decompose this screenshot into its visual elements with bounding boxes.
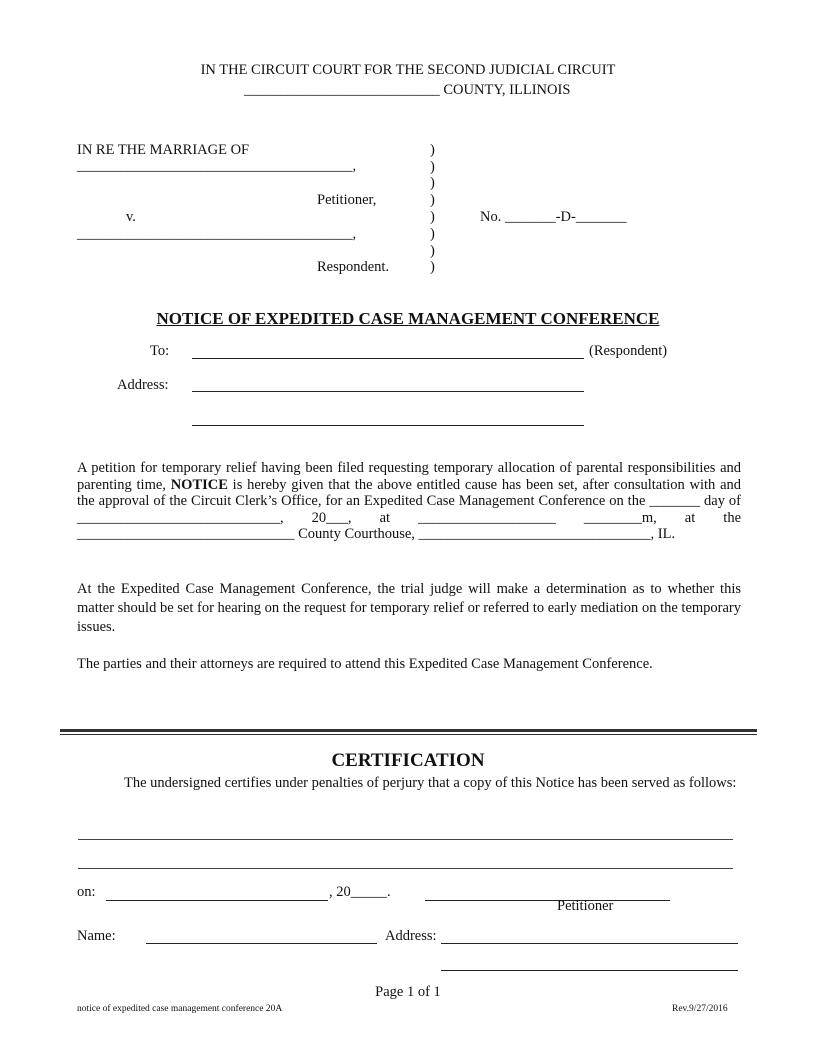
county-blank[interactable]: ___________________________	[244, 82, 440, 98]
on-label: on:	[77, 884, 96, 900]
court-heading: IN THE CIRCUIT COURT FOR THE SECOND JUDICIAL CIRCUIT	[200, 62, 616, 78]
notice-text-a: A petition for temporary relief having been filed requesting temporary allocation of parental responsibilities and parenting time,	[77, 460, 741, 493]
notice-bold: NOTICE	[170, 476, 228, 493]
county-label: COUNTY, ILLINOIS	[443, 82, 571, 98]
respondent-name-blank[interactable]: ______________________________________,	[77, 226, 357, 242]
section-divider-thin	[60, 734, 757, 735]
notice-text-b: is hereby given that the above entitled cause has been set, after consultation with and the approval of the Circuit Clerk’s Office, for an Expedited Case Management Conference on the _______ day of ____________________________, 20___, at ___________________ ________m, at the ______________________________ County Courthouse, ________________________________, IL.	[77, 476, 742, 542]
county-line	[244, 82, 570, 99]
caption-paren: )	[430, 226, 435, 242]
case-number-field[interactable]: No. _______-D-_______	[480, 209, 627, 225]
petitioner-name-blank[interactable]: ______________________________________,	[77, 158, 357, 174]
caption-paren: )	[430, 192, 435, 208]
section-divider	[60, 729, 757, 732]
caption-paren: )	[430, 209, 435, 225]
petitioner-signature-label: Petitioner	[557, 898, 614, 914]
to-field[interactable]	[192, 358, 584, 359]
attendance-paragraph: The parties and their attorneys are required to attend this Expedited Case Management Conference.	[77, 656, 653, 672]
caption-paren: )	[430, 259, 435, 275]
respondent-tag: (Respondent)	[589, 343, 668, 359]
notice-paragraph	[77, 460, 741, 543]
petitioner-signature-field[interactable]	[425, 900, 670, 901]
certification-title: CERTIFICATION	[331, 750, 485, 771]
cert-address-label: Address:	[385, 928, 437, 944]
name-field[interactable]	[146, 943, 377, 944]
in-re-label: IN RE THE MARRIAGE OF	[77, 142, 250, 158]
respondent-label: Respondent.	[317, 259, 390, 275]
service-year-field[interactable]: , 20_____.	[329, 884, 391, 900]
petitioner-label: Petitioner,	[317, 192, 377, 208]
notice-title: NOTICE OF EXPEDITED CASE MANAGEMENT CONFERENCE	[156, 309, 660, 328]
caption-paren: )	[430, 142, 435, 158]
page-number: Page 1 of 1	[375, 984, 441, 1000]
determination-paragraph: At the Expedited Case Management Conference, the trial judge will make a determination as to whether this matter should be set for hearing on the request for temporary relief or referred to early mediation on the temporary issues.	[77, 581, 741, 635]
service-date-field[interactable]	[106, 900, 328, 901]
service-line-1[interactable]	[78, 839, 733, 840]
to-label: To:	[150, 343, 170, 359]
caption-paren: )	[430, 158, 435, 175]
name-label: Name:	[77, 928, 116, 944]
versus-label: v.	[126, 209, 136, 225]
revision-date: Rev.9/27/2016	[672, 1004, 728, 1014]
caption-paren: )	[430, 175, 435, 191]
cert-address-field-1[interactable]	[441, 943, 738, 944]
address-field-2[interactable]	[192, 425, 584, 426]
caption-paren: )	[430, 242, 435, 259]
cert-address-field-2[interactable]	[441, 970, 738, 971]
service-line-2[interactable]	[78, 868, 733, 869]
certification-text: The undersigned certifies under penalties of perjury that a copy of this Notice has been served as follows:	[124, 775, 737, 791]
form-name: notice of expedited case management conference 20A	[77, 1004, 283, 1014]
address-label: Address:	[117, 377, 169, 393]
address-field-1[interactable]	[192, 391, 584, 392]
